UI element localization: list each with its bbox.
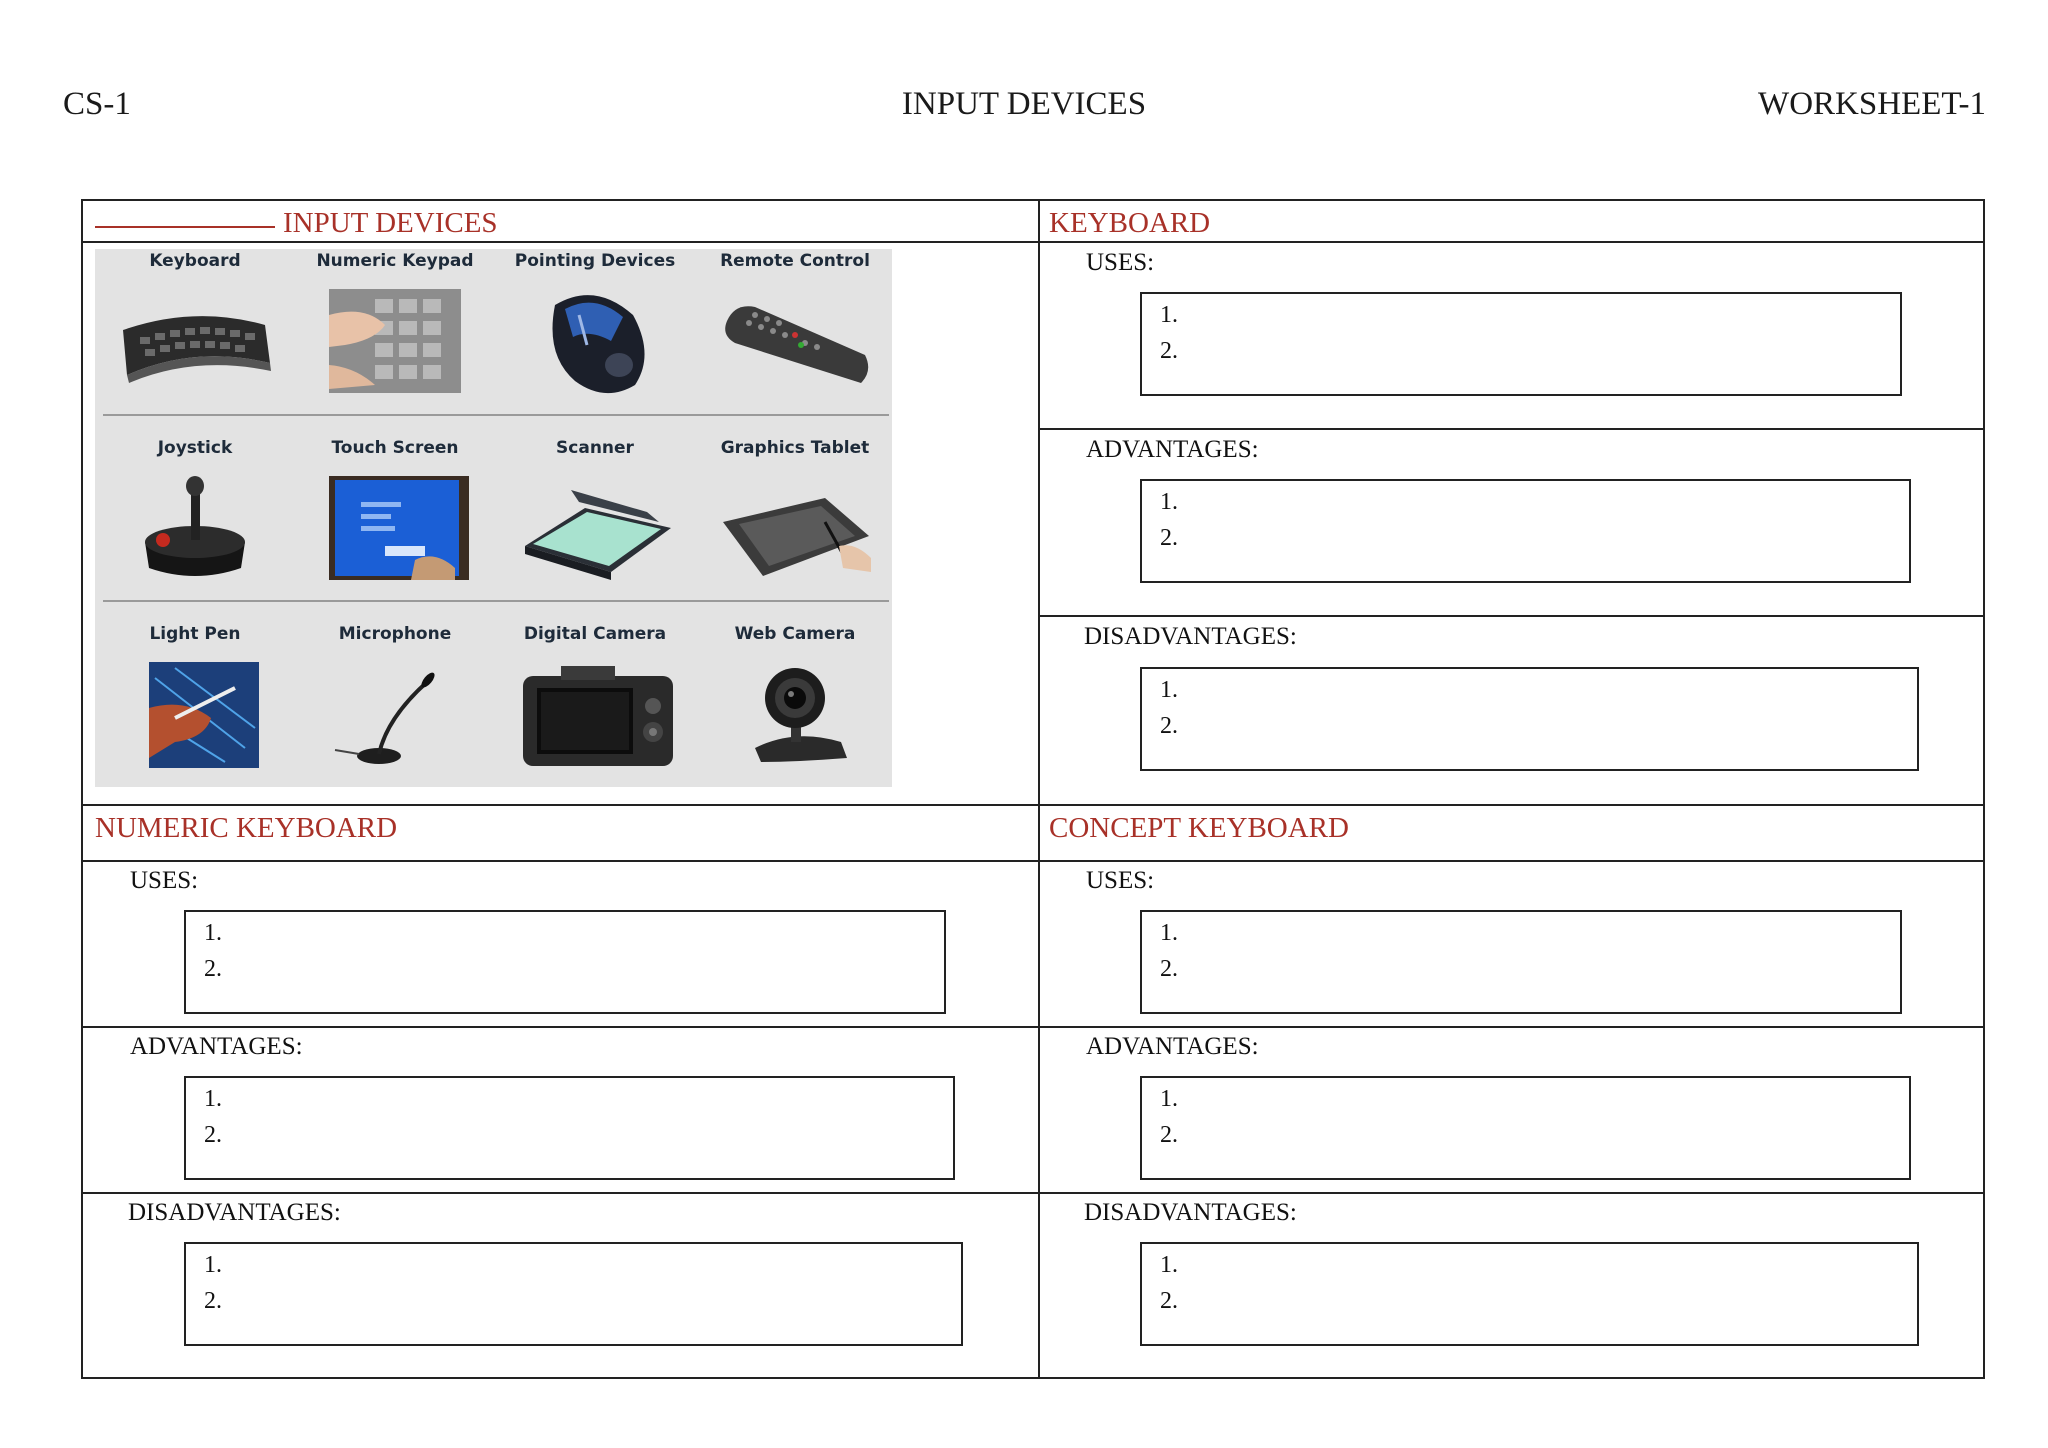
list-number: 2.: [204, 956, 222, 982]
list-number: 2.: [1160, 1122, 1178, 1148]
device-scanner: [495, 438, 695, 618]
device-caption: Digital Camera: [523, 624, 667, 644]
device-caption: Keyboard: [149, 251, 241, 271]
numeric-uses-box[interactable]: [184, 910, 946, 1014]
concept-disadvantages-label: DISADVANTAGES:: [1084, 1199, 1297, 1226]
device-touch-screen: [295, 438, 495, 618]
keyboard-uses-label: USES:: [1086, 249, 1155, 276]
row-divider: [83, 1192, 1983, 1194]
worksheet-number: WORKSHEET-1: [1758, 86, 1986, 122]
input-devices-image: [95, 249, 892, 787]
device-caption: Graphics Tablet: [720, 438, 870, 458]
list-number: 2.: [1160, 956, 1178, 982]
numeric-advantages-label: ADVANTAGES:: [130, 1033, 303, 1060]
device-caption: Microphone: [338, 624, 452, 644]
joystick-icon: [115, 472, 275, 582]
light-pen-icon: [115, 658, 275, 768]
row-divider: [1038, 428, 1983, 430]
scanner-icon: [515, 472, 675, 582]
list-number: 2.: [1160, 1288, 1178, 1314]
device-pointing-devices: [495, 251, 695, 431]
device-microphone: [295, 624, 495, 804]
numeric-uses-label: USES:: [130, 867, 199, 894]
device-caption: Pointing Devices: [514, 251, 676, 271]
mouse-icon: [515, 285, 675, 395]
concept-uses-label: USES:: [1086, 867, 1155, 894]
numeric-advantages-box[interactable]: [184, 1076, 955, 1180]
device-caption: Joystick: [157, 438, 233, 458]
list-number: 1.: [204, 920, 222, 946]
numeric-disadvantages-box[interactable]: [184, 1242, 963, 1346]
numeric-keyboard-title: NUMERIC KEYBOARD: [95, 812, 398, 844]
keyboard-title: KEYBOARD: [1049, 207, 1211, 239]
touch-screen-icon: [315, 472, 475, 582]
device-caption: Light Pen: [149, 624, 241, 644]
device-web-camera: [695, 624, 895, 804]
list-number: 1.: [1160, 302, 1178, 328]
list-number: 1.: [1160, 677, 1178, 703]
concept-advantages-label: ADVANTAGES:: [1086, 1033, 1259, 1060]
concept-advantages-box[interactable]: [1140, 1076, 1911, 1180]
list-number: 2.: [1160, 525, 1178, 551]
list-number: 1.: [204, 1252, 222, 1278]
webcam-icon: [715, 658, 875, 768]
list-number: 2.: [204, 1122, 222, 1148]
course-code: CS-1: [63, 86, 131, 122]
concept-uses-box[interactable]: [1140, 910, 1902, 1014]
keyboard-disadvantages-box[interactable]: [1140, 667, 1919, 771]
worksheet-grid: [81, 199, 1985, 1379]
device-keyboard: [95, 251, 295, 431]
keyboard-icon: [115, 285, 275, 395]
keyboard-advantages-box[interactable]: [1140, 479, 1911, 583]
input-devices-title: INPUT DEVICES: [95, 207, 498, 240]
device-remote-control: [695, 251, 895, 431]
list-number: 2.: [1160, 713, 1178, 739]
concept-disadvantages-box[interactable]: [1140, 1242, 1919, 1346]
numeric-keypad-icon: [315, 285, 475, 395]
fill-in-blank[interactable]: [95, 226, 275, 228]
row-divider: [83, 241, 1983, 243]
list-number: 1.: [1160, 489, 1178, 515]
row-divider: [83, 804, 1983, 806]
keyboard-advantages-label: ADVANTAGES:: [1086, 436, 1259, 463]
keyboard-uses-box[interactable]: [1140, 292, 1902, 396]
remote-control-icon: [715, 285, 875, 395]
column-divider: [1038, 201, 1040, 1377]
device-joystick: [95, 438, 295, 618]
list-number: 1.: [1160, 1252, 1178, 1278]
microphone-icon: [315, 658, 475, 768]
row-divider: [1038, 615, 1983, 617]
row-divider: [83, 860, 1983, 862]
graphics-tablet-icon: [715, 472, 875, 582]
device-numeric-keypad: [295, 251, 495, 431]
keyboard-disadvantages-label: DISADVANTAGES:: [1084, 623, 1297, 650]
device-caption: Web Camera: [734, 624, 856, 644]
concept-keyboard-title: CONCEPT KEYBOARD: [1049, 812, 1349, 844]
device-graphics-tablet: [695, 438, 895, 618]
device-digital-camera: [495, 624, 695, 804]
device-caption: Scanner: [556, 438, 634, 458]
list-number: 1.: [204, 1086, 222, 1112]
numeric-disadvantages-label: DISADVANTAGES:: [128, 1199, 341, 1226]
list-number: 2.: [1160, 338, 1178, 364]
camera-icon: [515, 658, 675, 768]
device-caption: Remote Control: [720, 251, 870, 271]
list-number: 2.: [204, 1288, 222, 1314]
list-number: 1.: [1160, 1086, 1178, 1112]
device-light-pen: [95, 624, 295, 804]
list-number: 1.: [1160, 920, 1178, 946]
device-caption: Touch Screen: [331, 438, 459, 458]
page-title: INPUT DEVICES: [901, 86, 1147, 122]
row-divider: [83, 1026, 1983, 1028]
device-caption: Numeric Keypad: [316, 251, 474, 271]
